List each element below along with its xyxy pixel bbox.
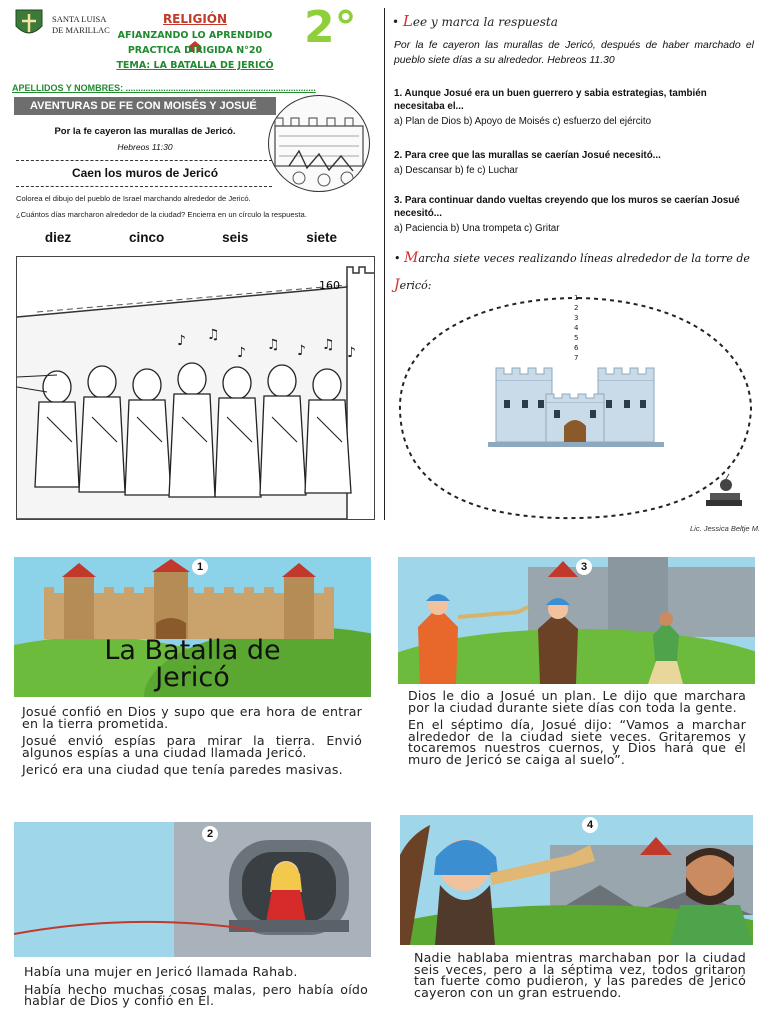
exercise-heading: • Lee y marca la respuesta xyxy=(392,12,558,30)
books-apple-icon xyxy=(706,474,742,506)
bible-verse: Por la fe cayeron las murallas de Jericó. Hebreos 11:30 xyxy=(20,126,270,152)
school-crest-icon xyxy=(14,8,44,40)
school-name-line1: SANTA LUISA xyxy=(52,14,107,24)
svg-text:4: 4 xyxy=(574,324,579,332)
svg-text:7: 7 xyxy=(574,354,579,362)
divider xyxy=(16,186,272,187)
svg-text:♪: ♪ xyxy=(347,345,356,361)
lap-count-labels xyxy=(574,294,579,362)
story-panel-2-image xyxy=(14,822,371,957)
svg-text:6: 6 xyxy=(574,344,579,352)
question-3-answers[interactable]: a) Paciencia b) Una trompeta c) Gritar xyxy=(394,223,560,234)
march-instruction: • Marcha siete veces realizando líneas alrededor de la torre de Jericó: xyxy=(394,250,750,293)
option-diez[interactable]: diez xyxy=(44,230,72,245)
svg-text:5: 5 xyxy=(574,334,579,342)
divider xyxy=(16,160,272,161)
question-1-text: 1. Aunque Josué era un buen guerrero y sabia estrategias, también necesitaba el... xyxy=(394,88,707,112)
walls-falling-illustration xyxy=(268,95,370,192)
story-panel-1-image xyxy=(14,557,371,697)
story-text-2: Había una mujer en Jericó llamada Rahab. Había hecho muchas cosas malas, pero había oído hablar de Dios y confió en Él. xyxy=(24,964,368,1008)
story-text-1: Josué confió en Dios y supo que era hora de entrar en la tierra prometida. Josué envió espías para mirar la tierra. Envió algunos espías a una ciudad llamada Jericó. Jericó era una ciudad que tenía paredes masivas. xyxy=(22,704,362,777)
story-panel-3-image xyxy=(398,557,755,684)
panel-number-3: 3 xyxy=(576,559,592,575)
story-title: La Batalla de Jericó xyxy=(104,635,281,693)
tracing-castle-exercise[interactable] xyxy=(396,290,758,522)
exercise-quote: Por la fe cayeron las murallas de Jericó, después de haber marchado el pueblo siete días a su alrededor. Hebreos 11.30 xyxy=(394,40,754,66)
option-cinco[interactable]: cinco xyxy=(129,230,165,245)
subject-title: RELIGIÓN xyxy=(162,12,228,26)
svg-text:♪: ♪ xyxy=(177,333,186,349)
panel-number-1: 1 xyxy=(192,559,208,575)
question-3 xyxy=(394,194,756,235)
coloring-drawing xyxy=(16,256,375,520)
story-text-3: Dios le dio a Josué un plan. Le dijo que marchara por la ciudad durante siete días con toda la gente. En el séptimo día, Josué dijo: “Vamos a marchar alrededor de la ciudad siete veces. Gritaremos y tocaremos nuestros cuernos, y Dios hará que el muro de Jericó se caiga al suelo”. xyxy=(408,688,746,767)
day-options xyxy=(16,230,366,245)
student-name-line: APELLIDOS Y NOMBRES: ............................................................................ xyxy=(12,83,316,93)
story-panel-4-image xyxy=(400,815,753,945)
question-2 xyxy=(394,149,756,177)
question-3-text: 3. Para continuar dando vueltas creyendo que los muros se caerían Josué necesitó... xyxy=(394,195,740,219)
author-signature: Lic. Jessica Beltje M. xyxy=(690,524,761,533)
svg-text:♫: ♫ xyxy=(267,337,280,353)
svg-text:3: 3 xyxy=(574,314,579,322)
question-2-answers[interactable]: a) Descansar b) fe c) Luchar xyxy=(394,165,519,176)
castle-icon xyxy=(488,368,664,447)
caption-title: Caen los muros de Jericó xyxy=(71,166,219,180)
svg-text:♫: ♫ xyxy=(207,327,220,343)
question-2-text: 2. Para cree que las murallas se caerían Josué necesitó... xyxy=(394,150,661,161)
svg-text:♫: ♫ xyxy=(322,337,335,353)
panel-number-2: 2 xyxy=(202,826,218,842)
header-line2: PRACTICA DIRIGIDA N°20 xyxy=(127,45,263,56)
svg-text:♪: ♪ xyxy=(237,345,246,361)
question-1-answers[interactable]: a) Plan de Dios b) Apoyo de Moisés c) esfuerzo del ejército xyxy=(394,116,652,127)
svg-text:♪: ♪ xyxy=(297,343,306,359)
header-topic: TEMA: LA BATALLA DE JERICÓ xyxy=(116,60,274,71)
school-name-line2: DE MARILLAC xyxy=(52,25,110,35)
section-banner: AVENTURAS DE FE CON MOISÉS Y JOSUÉ xyxy=(14,97,276,115)
panel-number-4: 4 xyxy=(582,817,598,833)
story-text-4: Nadie hablaba mientras marchaban por la ciudad seis veces, pero a la séptima vez, todos gritaron tan fuerte como pudieron, y las paredes de Jericó cayeron con un gran estruendo. xyxy=(414,950,746,1000)
question-1 xyxy=(394,87,756,128)
option-seis[interactable]: seis xyxy=(222,230,249,245)
grade-label: 2° xyxy=(304,2,357,53)
instruction-circle: ¿Cuántos días marcharon alrededor de la ciudad? Encierra en un círculo la respuesta. xyxy=(16,210,307,219)
option-siete[interactable]: siete xyxy=(306,230,338,245)
instruction-color: Colorea el dibujo del pueblo de Israel marchando alrededor de Jericó. xyxy=(16,194,251,203)
svg-text:2: 2 xyxy=(574,304,579,312)
wall-number: 160 xyxy=(319,279,340,292)
page-divider xyxy=(384,8,385,520)
svg-text:1: 1 xyxy=(574,294,579,302)
header-line1: AFIANZANDO LO APRENDIDO xyxy=(110,30,280,55)
bible-verse-ref: Hebreos 11:30 xyxy=(117,142,173,152)
